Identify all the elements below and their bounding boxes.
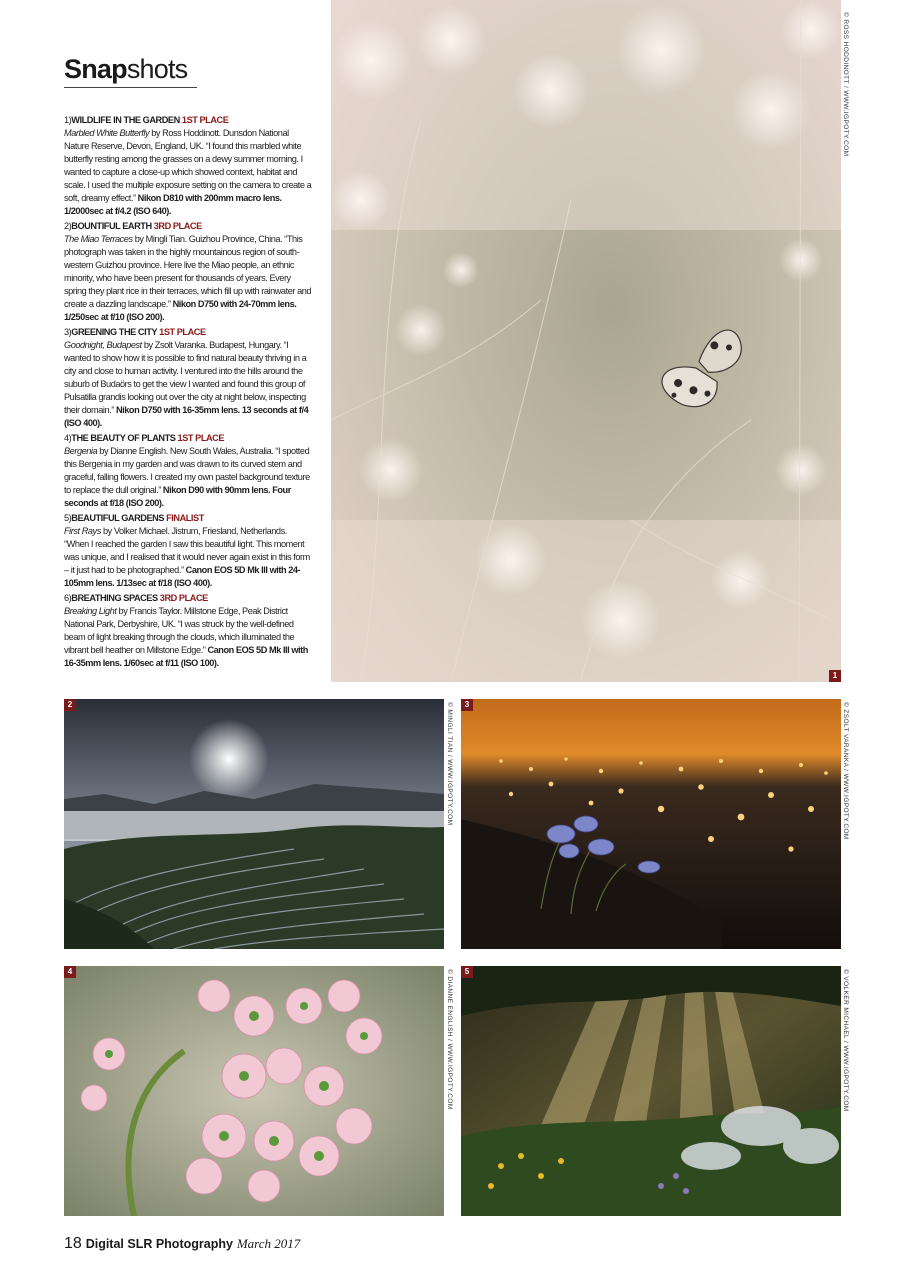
entry-number: 2) xyxy=(64,221,72,231)
entry-gear: Nikon D810 with 200mm macro lens. 1/2000sec at f/4.2 (ISO 640). xyxy=(64,193,282,216)
caption-entry-4 xyxy=(64,432,312,510)
photo-credit-4: © DIANNE ENGLISH / WWW.IGPOTY.COM xyxy=(446,969,453,1110)
bergenia-image xyxy=(64,966,444,1216)
photo-number-badge: 4 xyxy=(64,966,76,978)
entry-category: GREENING THE CITY xyxy=(71,327,158,337)
page-title-regular: shots xyxy=(126,54,188,84)
entry-number: 3) xyxy=(64,327,72,337)
entry-description: by Francis Taylor. Millstone Edge, Peak District National Park, Derbyshire, UK. “I was struck by the well-defined beam of light breaking through the clouds, which illuminated the vibrant bell heather on Millstone Edge.” xyxy=(64,606,295,655)
entry-category: BREATHING SPACES xyxy=(71,593,158,603)
photo-number-badge: 3 xyxy=(461,699,473,711)
butterfly-image xyxy=(331,0,841,682)
photo-credit-5: © VOLKER MICHAEL / WWW.IGPOTY.COM xyxy=(842,969,849,1112)
page-number: 18 xyxy=(64,1235,82,1252)
entry-photo-title: Goodnight, Budapest xyxy=(64,340,142,350)
entry-placement: 1ST PLACE xyxy=(181,115,229,125)
caption-entry-5 xyxy=(64,512,312,590)
caption-entry-6 xyxy=(64,592,312,670)
photo-number-badge: 2 xyxy=(64,699,76,711)
page-footer xyxy=(64,1234,300,1253)
entry-placement: 1ST PLACE xyxy=(177,433,225,443)
entry-gear: Canon EOS 5D Mk III with 24-105mm lens. 1/13sec at f/18 (ISO 400). xyxy=(64,565,301,588)
entry-description: by Mingli Tian. Guizhou Province, China. “This photograph was taken in the highly mountainous region of south-western Guizhou province. Here live the Miao people, an ethnic minority, who have been present for thousands of years. Every spring they plant rice in their terraces, which fill up with rainwater and create a dazzling landscape.” xyxy=(64,234,312,309)
photo-number-badge: 5 xyxy=(461,966,473,978)
caption-entry-3 xyxy=(64,326,312,430)
entry-placement: 3RD PLACE xyxy=(153,221,202,231)
entry-gear: Canon EOS 5D Mk III with 16-35mm lens. 1/60sec at f/11 (ISO 100). xyxy=(64,645,308,668)
entry-photo-title: Bergenia xyxy=(64,446,98,456)
entry-description: by Ross Hoddinott. Dunsdon National Nature Reserve, Devon, England, UK. “I found this marbled white butterfly resting among the grasses on a dewy summer morning. I wanted to capture a close-up which showed context, habitat and scale. I used the multiple exposure setting on the camera to create a soft, dreamy effect.” xyxy=(64,128,312,203)
entry-description: by Zsolt Varanka. Budapest, Hungary. “I wanted to show how it is possible to find natural beauty thriving in a city and close to human activity. I ventured into the hills around the suburb of Budaörs to get the view I wanted and found this group of Pulsatilla grandis looking out over the city at night below, inspecting their domain.” xyxy=(64,340,307,415)
photo-garden-rays xyxy=(461,966,841,1216)
entry-description: by Volker Michael. Jistrum, Friesland, Netherlands. “When I reached the garden I saw this beautiful light. This moment was unique, and I realised that it would never again exist in this form – it just had to be photographed.” xyxy=(64,526,310,575)
photo-credit-3: © ZSOLT VARANKA / WWW.IGPOTY.COM xyxy=(842,702,849,840)
entry-number: 5) xyxy=(64,513,72,523)
entry-photo-title: Marbled White Butterfly xyxy=(64,128,150,138)
entry-placement: 1ST PLACE xyxy=(159,327,206,337)
entry-number: 6) xyxy=(64,593,72,603)
entry-category: WILDLIFE IN THE GARDEN xyxy=(71,115,180,125)
photo-butterfly xyxy=(331,0,841,682)
entry-number: 1) xyxy=(64,115,72,125)
entry-category: BEAUTIFUL GARDENS xyxy=(71,513,165,523)
garden-rays-image xyxy=(461,966,841,1216)
entry-photo-title: Breaking Light xyxy=(64,606,117,616)
issue-date: March 2017 xyxy=(236,1236,301,1251)
page-title xyxy=(64,52,187,86)
photo-city-night xyxy=(461,699,841,949)
entry-category: BOUNTIFUL EARTH xyxy=(71,221,152,231)
page-title-bold: Snap xyxy=(64,54,127,84)
entry-placement: FINALIST xyxy=(166,513,204,523)
caption-entry-1 xyxy=(64,114,312,218)
entry-gear: Nikon D750 with 24-70mm lens. 1/250sec at f/10 (ISO 200). xyxy=(64,299,297,322)
photo-terraces xyxy=(64,699,444,949)
captions-column xyxy=(64,114,312,672)
magazine-name: Digital SLR Photography xyxy=(85,1237,233,1251)
terraces-image xyxy=(64,699,444,949)
photo-credit-1: © ROSS HODDINOTT / WWW.IGPOTY.COM xyxy=(842,12,849,157)
entry-placement: 3RD PLACE xyxy=(159,593,208,603)
photo-number-badge: 1 xyxy=(829,670,841,682)
photo-bergenia xyxy=(64,966,444,1216)
entry-photo-title: The Miao Terraces xyxy=(64,234,133,244)
entry-gear: Nikon D750 with 16-35mm lens. 13 seconds at f/4 (ISO 400). xyxy=(64,405,309,428)
entry-number: 4) xyxy=(64,433,72,443)
entry-description: by Dianne English. New South Wales, Australia. “I spotted this Bergenia in my garden and was drawn to its curved stem and graceful, falling flowers. I created my own pastel background texture to replace the dull original.” xyxy=(64,446,310,495)
entry-photo-title: First Rays xyxy=(64,526,101,536)
entry-category: THE BEAUTY OF PLANTS xyxy=(71,433,176,443)
entry-gear: Nikon D90 with 90mm lens. Four seconds at f/18 (ISO 200). xyxy=(64,485,291,508)
photo-credit-2: © MINGLI TIAN / WWW.IGPOTY.COM xyxy=(446,702,453,826)
title-divider xyxy=(64,87,197,88)
caption-entry-2 xyxy=(64,220,312,324)
city-night-image xyxy=(461,699,841,949)
